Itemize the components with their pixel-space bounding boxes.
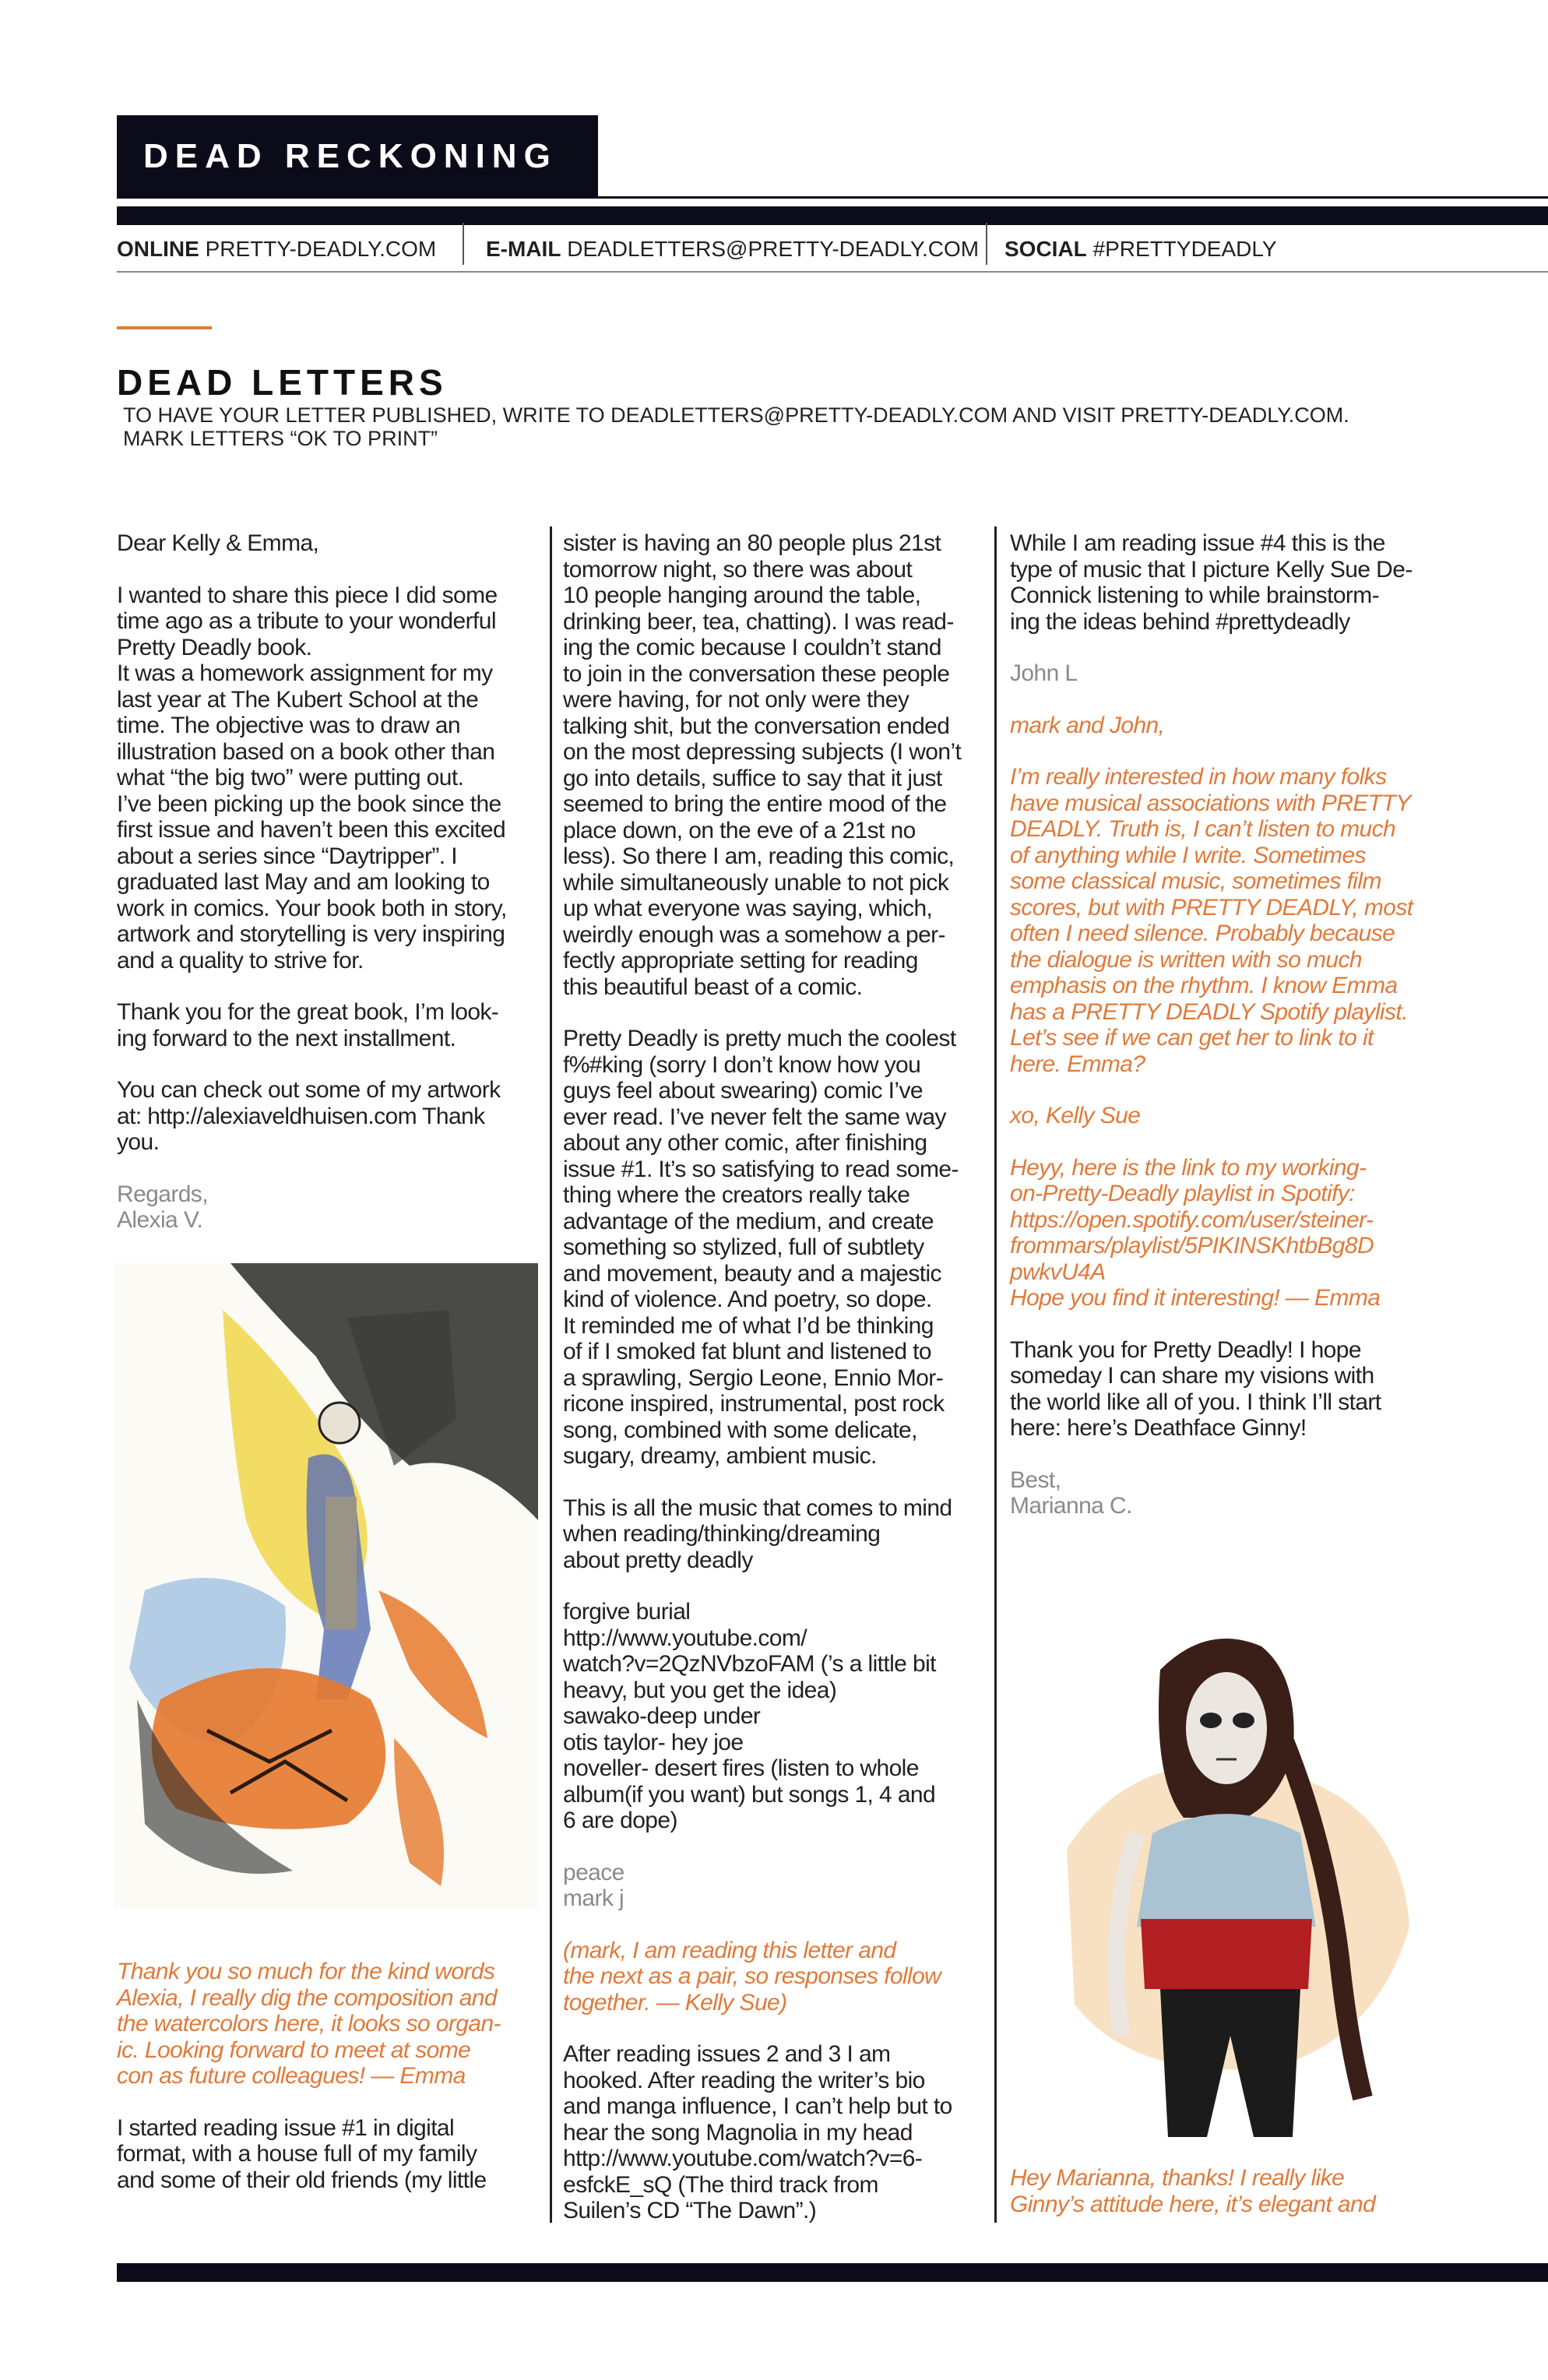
editor-reply-signoff: xo, Kelly Sue bbox=[1010, 1103, 1141, 1128]
letter-greeting: Dear Kelly & Emma, bbox=[117, 530, 319, 556]
contact-social bbox=[1004, 237, 1277, 262]
footer-rule bbox=[117, 2263, 1548, 2282]
subtitle-line-1: TO HAVE YOUR LETTER PUBLISHED, WRITE TO DEADLETTERS@PRETTY-DEADLY.COM AND VISIT PRETTY-DEADLY.COM. bbox=[123, 403, 1349, 427]
editor-reply-greeting: mark and John, bbox=[1010, 712, 1165, 738]
header-rule bbox=[117, 206, 1548, 225]
letter-paragraph: I wanted to share this piece I did some time ago as a tribute to your wonderful Pretty Deadly book. It was a homework assignment for my last year at The Kubert School at the time. The objective was to draw an illustration based on a book other than what “the big two” were putting out. I’ve been picking up the book since the first issue and haven’t been this excited about a series since “Daytripper”. I graduated last May and am looking to work in comics. Your book both in story, artwork and storytelling is very inspiring and a quality to strive for. bbox=[117, 582, 507, 973]
fan-art-deathface-ginny bbox=[1043, 1600, 1425, 2145]
social-value: #PRETTYDEADLY bbox=[1092, 237, 1277, 261]
section-subtitle bbox=[123, 403, 1525, 450]
contact-rule bbox=[117, 271, 1548, 273]
letter-signoff: Best, Marianna C. bbox=[1010, 1466, 1132, 1519]
column-3-lower bbox=[1010, 2165, 1446, 2217]
letter-paragraph: Thank you for Pretty Deadly! I hope someday I can share my visions with the world like all of you. I think I’ll start here: here’s Deathface Ginny! bbox=[1010, 1336, 1381, 1441]
email-label: E-MAIL bbox=[486, 237, 561, 261]
letter-signoff: Regards, Alexia V. bbox=[117, 1181, 208, 1233]
letter-paragraph: I started reading issue #1 in digital format, with a house full of my family and some of their old friends (my little bbox=[117, 2114, 487, 2193]
letter-signoff: peace mark j bbox=[563, 1859, 624, 1911]
section-title: DEAD LETTERS bbox=[117, 362, 448, 403]
column-divider bbox=[994, 526, 997, 2223]
contact-email bbox=[486, 237, 979, 262]
masthead-title: DEAD RECKONING bbox=[143, 137, 558, 175]
column-1-lower bbox=[117, 1959, 541, 2193]
editor-reply: (mark, I am reading this letter and the next as a pair, so responses follow together. — Kelly Sue) bbox=[563, 1937, 941, 2016]
letter-paragraph: sister is having an 80 people plus 21st tomorrow night, so there was about 10 people hanging around the table, drinking beer, tea, chatting). I was read- ing the comic because I couldn’t stand to join in the conversation these people were having, for not only were they talking shit, but the conversation ended on the most depressing subjects (I won’t go into details, suffice to say that it just seemed to bring the entire mood of the place down, on the eve of a 21st no less). So there I am, reading this comic, while simultaneously unable to not pick up what everyone was saying, which, weirdly enough was a somehow a per- fectly appropriate setting for reading this beautiful beast of a comic. bbox=[563, 530, 962, 1000]
online-label: ONLINE bbox=[117, 237, 199, 261]
subtitle-line-2: MARK LETTERS “OK TO PRINT” bbox=[123, 427, 438, 450]
letter-paragraph: This is all the music that comes to mind when reading/thinking/dreaming about pretty deadly bbox=[563, 1495, 952, 1573]
column-2 bbox=[563, 530, 987, 2224]
contact-divider bbox=[463, 223, 464, 265]
contact-online bbox=[117, 237, 436, 262]
editor-reply: I’m really interested in how many folks have musical associations with PRETTY DEADLY. Truth is, I can’t listen to much of anything while I write. Sometimes some classical music, sometimes film scores, but with PRETTY DEADLY, most often I need silence. Probably because the dialogue is written with so much emphasis on the rhythm. I know Emma has a PRETTY DEADLY Spotify playlist. Let’s see if we can get her to link to it here. Emma? bbox=[1010, 764, 1413, 1077]
letter-paragraph: Thank you for the great book, I’m look- ing forward to the next installment. bbox=[117, 999, 499, 1051]
editor-reply: Heyy, here is the link to my working- on-Pretty-Deadly playlist in Spotify: https://open.spotify.com/user/steiner- frommars/playlist/5PIKINSKhtbBg8D pwkvU4A Hope you find it interesting! — Emma bbox=[1010, 1154, 1381, 1311]
letter-paragraph: Pretty Deadly is pretty much the coolest f%#king (sorry I don’t know how you guys feel about swearing) comic I’ve ever read. I’ve never felt the same way about any other comic, after finishing issue #1. It’s so satisfying to read some- thing where the creators really take advantage of the medium, and create something so stylized, full of subtlety and movement, beauty and a majestic kind of violence. And poetry, so dope. It reminded me of what I’d be thinking of if I smoked fat blunt and listened to a sprawling, Sergio Leone, Ennio Mor- ricone inspired, instrumental, post rock song, combined with some delicate, sugary, dreamy, ambient music. bbox=[563, 1026, 959, 1469]
letter-signoff: John L bbox=[1010, 660, 1078, 686]
illustration-skeleton-rider bbox=[114, 1263, 538, 1908]
editor-reply: Hey Marianna, thanks! I really like Ginny’s attitude here, it’s elegant and bbox=[1010, 2165, 1376, 2217]
accent-dash bbox=[117, 326, 212, 329]
header-thin-rule bbox=[117, 196, 1548, 199]
column-1 bbox=[117, 530, 541, 1259]
editor-reply: Thank you so much for the kind words Alexia, I really dig the composition and the watercolors here, it looks so organ- ic. Looking forward to meet at some con as future colleagues! — Emma bbox=[117, 1959, 501, 2089]
column-divider bbox=[550, 526, 552, 2223]
illustration-ginny bbox=[1043, 1600, 1425, 2145]
social-label: SOCIAL bbox=[1004, 237, 1087, 261]
contact-divider bbox=[986, 223, 987, 265]
letter-paragraph: While I am reading issue #4 this is the type of music that I picture Kelly Sue De- Connick listening to while brainstorm- ing the ideas behind #prettydeadly bbox=[1010, 530, 1413, 635]
letter-paragraph: After reading issues 2 and 3 I am hooked. After reading the writer’s bio and manga influence, I can’t help but to hear the song Magnolia in my head http://www.youtube.com/watch?v=6- esfckE_sQ (The third track from Suilen’s CD “The Dawn”.) bbox=[563, 2041, 952, 2223]
online-value: PRETTY-DEADLY.COM bbox=[205, 237, 437, 261]
column-3 bbox=[1010, 530, 1446, 1545]
letter-paragraph: forgive burial http://www.youtube.com/ watch?v=2QzNVbzoFAM (’s a little bit heavy, but you get the idea) sawako-deep under otis taylor- hey joe noveller- desert fires (listen to whole album(if you want) but songs 1, 4 and 6 are dope) bbox=[563, 1599, 936, 1833]
letter-paragraph: You can check out some of my artwork at: http://alexiaveldhuisen.com Thank you. bbox=[117, 1077, 501, 1155]
email-value: DEADLETTERS@PRETTY-DEADLY.COM bbox=[567, 237, 980, 261]
fan-art-illustration bbox=[114, 1263, 538, 1908]
masthead bbox=[117, 115, 598, 196]
